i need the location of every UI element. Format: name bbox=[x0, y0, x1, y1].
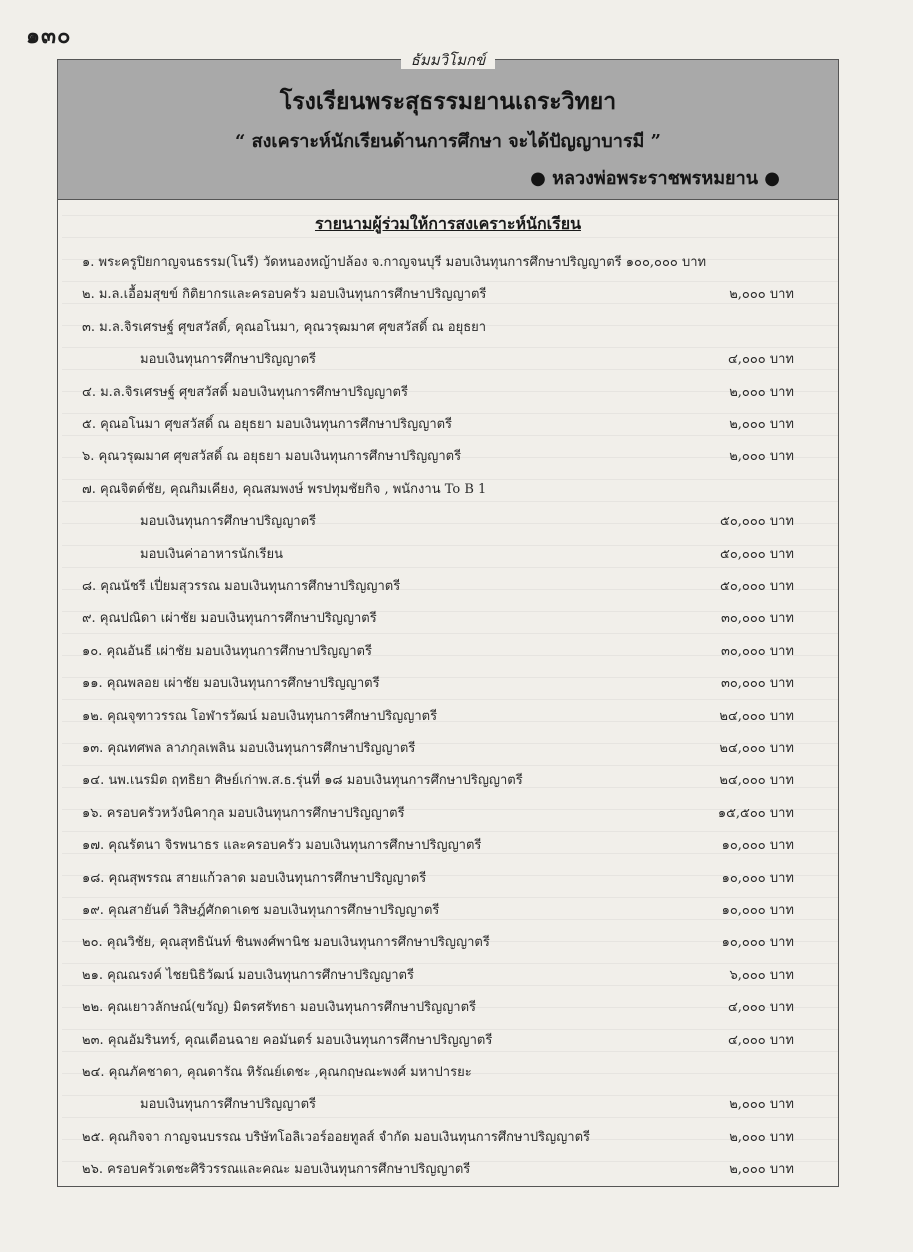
donor-row bbox=[58, 544, 838, 566]
signature: ● หลวงพ่อพระราชพรหมยาน ● bbox=[530, 168, 780, 189]
donor-row-amount: ๑๐,๐๐๐ บาท bbox=[721, 903, 794, 918]
donor-row bbox=[58, 673, 838, 695]
donor-row bbox=[58, 349, 838, 371]
donor-row bbox=[58, 706, 838, 728]
donor-row-text: ๖. คุณวรุฒมาศ ศุขสวัสดิ์ ณ อยุธยา มอบเงินทุนการศึกษาปริญญาตรี bbox=[82, 449, 462, 465]
donor-row-amount: ๒๔,๐๐๐ บาท bbox=[719, 773, 794, 789]
donor-row bbox=[58, 738, 838, 760]
donor-row-amount: ๖,๐๐๐ บาท bbox=[729, 967, 794, 983]
donor-row-amount: ๒,๐๐๐ บาท bbox=[729, 1097, 794, 1113]
donor-row bbox=[58, 608, 838, 630]
donor-row-text: ๗. คุณจิตต์ชัย, คุณกิมเคียง, คุณสมพงษ์ พรปทุมชัยกิจ , พนักงาน To B 1 bbox=[82, 481, 487, 497]
donor-row bbox=[58, 1030, 838, 1052]
donor-row bbox=[58, 932, 838, 954]
donor-row-amount: ๑๕,๕๐๐ บาท bbox=[717, 805, 794, 821]
donor-row-amount: ๓๐,๐๐๐ บาท bbox=[720, 676, 794, 692]
donor-row-amount: ๒,๐๐๐ บาท bbox=[729, 1162, 794, 1178]
donor-row-text: มอบเงินทุนการศึกษาปริญญาตรี bbox=[140, 352, 317, 368]
donor-row-text: ๕. คุณอโนมา ศุขสวัสดิ์ ณ อยุธยา มอบเงินทุนการศึกษาปริญญาตรี bbox=[82, 417, 453, 432]
donor-row-text: ๑. พระครูปิยกาญจนธรรม(โนรี) วัดหนองหญ้าปล้อง จ.กาญจนบุรี มอบเงินทุนการศึกษาปริญญาตรี ๑๐๐,๐๐๐ บาท bbox=[82, 255, 707, 270]
donor-row bbox=[58, 284, 838, 306]
donor-row bbox=[58, 414, 838, 436]
donor-row-text: ๒๐. คุณวิชัย, คุณสุทธินันท์ ชินพงศ์พานิช มอบเงินทุนการศึกษาปริญญาตรี bbox=[82, 935, 490, 951]
donor-row-amount: ๒,๐๐๐ บาท bbox=[729, 287, 794, 303]
header-band bbox=[58, 51, 838, 200]
donor-row-amount: ๔,๐๐๐ บาท bbox=[727, 1032, 794, 1048]
donor-row bbox=[58, 997, 838, 1019]
donor-row bbox=[58, 576, 838, 598]
donor-row-amount: ๔,๐๐๐ บาท bbox=[727, 1000, 794, 1016]
donor-row bbox=[58, 511, 838, 533]
donor-row-text: มอบเงินทุนการศึกษาปริญญาตรี bbox=[140, 514, 317, 530]
donor-row-amount: ๑๐,๐๐๐ บาท bbox=[721, 838, 794, 854]
donor-row-text: ๒๔. คุณภัคชาดา, คุณดารัณ หิรัณย์เดชะ ,คุณกฤษณะพงศ์ มหาปารยะ bbox=[82, 1065, 472, 1080]
donor-row-text: ๑๒. คุณจุฑาวรรณ โอฬารวัฒน์ มอบเงินทุนการศึกษาปริญญาตรี bbox=[82, 708, 438, 724]
school-name: โรงเรียนพระสุธรรมยานเถระวิทยา bbox=[279, 88, 617, 115]
donor-row-amount: ๒,๐๐๐ บาท bbox=[729, 384, 794, 400]
kicker-text: ธัมมวิโมกข์ bbox=[401, 51, 496, 69]
donor-row-amount: ๒๔,๐๐๐ บาท bbox=[719, 741, 794, 756]
donor-row-text: ๑๐. คุณอันธี เผ่าชัย มอบเงินทุนการศึกษาปริญญาตรี bbox=[82, 643, 372, 659]
donor-row-text: ๙. คุณปณิดา เผ่าชัย มอบเงินทุนการศึกษาปริญญาตรี bbox=[82, 611, 377, 627]
donor-row bbox=[58, 317, 838, 339]
donor-row-text: ๒๕. คุณกิจจา กาญจนบรรณ บริษัทโอลิเวอร์ออยทูลส์ จำกัด มอบเงินทุนการศึกษาปริญญาตรี bbox=[82, 1129, 591, 1145]
donor-row bbox=[58, 803, 838, 825]
donor-row-amount: ๒,๐๐๐ บาท bbox=[729, 1129, 794, 1145]
donor-row bbox=[58, 868, 838, 890]
donor-row-text: ๑๘. คุณสุพรรณ สายแก้วลาด มอบเงินทุนการศึกษาปริญญาตรี bbox=[82, 870, 427, 886]
donor-row bbox=[58, 479, 838, 501]
donor-row-amount: ๒๔,๐๐๐ บาท bbox=[719, 708, 794, 724]
donor-row bbox=[58, 1094, 838, 1116]
donor-row-text: ๒. ม.ล.เอื้อมสุขข์ กิติยากรและครอบครัว มอบเงินทุนการศึกษาปริญญาตรี bbox=[82, 287, 487, 303]
donor-row bbox=[58, 770, 838, 792]
donor-row bbox=[58, 446, 838, 468]
donor-row-text: ๑๙. คุณสายันต์ วิสิษฎ์ศักดาเดช มอบเงินทุนการศึกษาปริญญาตรี bbox=[82, 903, 440, 918]
donor-row bbox=[58, 382, 838, 404]
donor-row-text: ๘. คุณนัชรี เปี่ยมสุวรรณ มอบเงินทุนการศึกษาปริญญาตรี bbox=[82, 579, 401, 594]
donor-row bbox=[58, 1062, 838, 1084]
donor-row bbox=[58, 965, 838, 987]
donor-row-amount: ๕๐,๐๐๐ บาท bbox=[720, 514, 794, 530]
donor-row-text: ๒๑. คุณณรงค์ ไชยนิธิวัฒน์ มอบเงินทุนการศึกษาปริญญาตรี bbox=[82, 967, 414, 983]
donor-row bbox=[58, 1127, 838, 1149]
donor-row-text: ๑๔. นพ.เนรมิต ฤทธิยา ศิษย์เก่าพ.ส.ธ.รุ่นที่ ๑๘ มอบเงินทุนการศึกษาปริญญาตรี bbox=[82, 773, 523, 789]
donor-row-amount: ๑๐,๐๐๐ บาท bbox=[721, 935, 794, 951]
donor-row-text: ๔. ม.ล.จิรเศรษฐ์ ศุขสวัสดิ์ มอบเงินทุนการศึกษาปริญญาตรี bbox=[82, 384, 408, 400]
donor-row-text: มอบเงินทุนการศึกษาปริญญาตรี bbox=[140, 1097, 317, 1113]
donor-row bbox=[58, 252, 838, 274]
donor-row-amount: ๒,๐๐๐ บาท bbox=[729, 417, 794, 432]
donor-row-amount: ๕๐,๐๐๐ บาท bbox=[720, 546, 794, 562]
donor-row-amount: ๔,๐๐๐ บาท bbox=[727, 352, 794, 368]
donor-row-text: ๒๒. คุณเยาวลักษณ์(ขวัญ) มิตรศรัทธา มอบเงินทุนการศึกษาปริญญาตรี bbox=[82, 1000, 477, 1016]
donor-row-text: ๑๓. คุณทศพล ลาภกุลเพลิน มอบเงินทุนการศึกษาปริญญาตรี bbox=[82, 741, 416, 756]
donor-row bbox=[58, 1159, 838, 1181]
donor-row bbox=[58, 641, 838, 663]
donor-row-amount: ๓๐,๐๐๐ บาท bbox=[720, 643, 794, 659]
donor-row-text: ๑๑. คุณพลอย เผ่าชัย มอบเงินทุนการศึกษาปริญญาตรี bbox=[82, 676, 380, 692]
donor-row-text: ๓. ม.ล.จิรเศรษฐ์ ศุขสวัสดิ์, คุณอโนมา, คุณวรุฒมาศ ศุขสวัสดิ์ ณ อยุธยา bbox=[82, 319, 487, 335]
donor-row-text: ๑๗. คุณรัตนา จิรพนาธร และครอบครัว มอบเงินทุนการศึกษาปริญญาตรี bbox=[82, 838, 482, 854]
donor-row-text: ๒๓. คุณอัมรินทร์, คุณเดือนฉาย คอมันตร์ มอบเงินทุนการศึกษาปริญญาตรี bbox=[82, 1032, 493, 1048]
donor-row-text: ๒๖. ครอบครัวเตชะศิริวรรณและคณะ มอบเงินทุนการศึกษาปริญญาตรี bbox=[82, 1162, 471, 1178]
donor-row bbox=[58, 835, 838, 857]
donor-row-amount: ๒,๐๐๐ บาท bbox=[729, 449, 794, 465]
page-number: ๑๓๐ bbox=[26, 23, 72, 49]
donor-row-amount: ๕๐,๐๐๐ บาท bbox=[720, 579, 794, 594]
kicker bbox=[58, 48, 838, 72]
list-title: รายนามผู้ร่วมให้การสงเคราะห์นักเรียน bbox=[314, 214, 581, 233]
donor-row-amount: ๑๐,๐๐๐ บาท bbox=[721, 870, 794, 886]
motto: “ สงเคราะห์นักเรียนด้านการศึกษา จะได้ปัญญาบารมี ” bbox=[235, 131, 661, 152]
donor-row-text: มอบเงินค่าอาหารนักเรียน bbox=[140, 546, 283, 562]
content-frame bbox=[57, 51, 839, 1187]
donor-row-amount: ๓๐,๐๐๐ บาท bbox=[720, 611, 794, 627]
donor-row-text: ๑๖. ครอบครัวหวังนิคากุล มอบเงินทุนการศึกษาปริญญาตรี bbox=[82, 805, 405, 821]
donor-row bbox=[58, 900, 838, 922]
